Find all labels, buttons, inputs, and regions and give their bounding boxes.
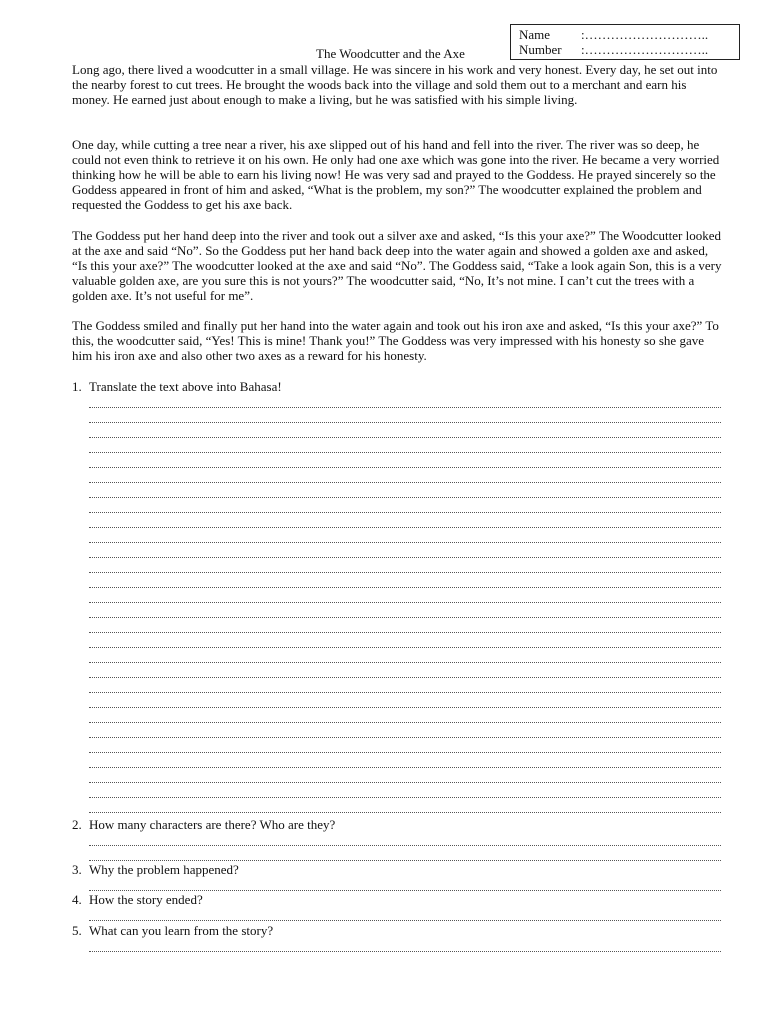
question-5 bbox=[72, 923, 732, 938]
answer-line[interactable] bbox=[89, 708, 721, 723]
number-row bbox=[519, 42, 731, 57]
answer-line[interactable] bbox=[89, 438, 721, 453]
question-text: What can you learn from the story? bbox=[89, 923, 274, 938]
answer-line[interactable] bbox=[89, 753, 721, 768]
answer-line[interactable] bbox=[89, 648, 721, 663]
question-text: Why the problem happened? bbox=[89, 862, 239, 877]
question-text: How many characters are there? Who are they? bbox=[89, 817, 336, 832]
answer-lines-2[interactable] bbox=[89, 831, 721, 861]
question-4 bbox=[72, 892, 732, 907]
answer-line[interactable] bbox=[89, 783, 721, 798]
question-number: 3. bbox=[72, 862, 82, 877]
answer-line[interactable] bbox=[89, 846, 721, 861]
answer-line[interactable] bbox=[89, 693, 721, 708]
answer-line[interactable] bbox=[89, 393, 721, 408]
answer-line[interactable] bbox=[89, 937, 721, 952]
answer-lines-4[interactable] bbox=[89, 906, 721, 921]
question-text: Translate the text above into Bahasa! bbox=[89, 379, 282, 394]
answer-line[interactable] bbox=[89, 543, 721, 558]
answer-line[interactable] bbox=[89, 468, 721, 483]
question-1 bbox=[72, 379, 732, 394]
answer-line[interactable] bbox=[89, 603, 721, 618]
number-label: Number bbox=[519, 42, 562, 57]
answer-line[interactable] bbox=[89, 513, 721, 528]
answer-line[interactable] bbox=[89, 906, 721, 921]
question-text: How the story ended? bbox=[89, 892, 203, 907]
question-number: 4. bbox=[72, 892, 82, 907]
question-number: 1. bbox=[72, 379, 82, 394]
question-number: 2. bbox=[72, 817, 82, 832]
answer-line[interactable] bbox=[89, 453, 721, 468]
answer-line[interactable] bbox=[89, 723, 721, 738]
story-paragraph-1: Long ago, there lived a woodcutter in a small village. He was sincere in his work and very honest. Every day, he set out into the nearby forest to cut trees. He brought the woods back into the village and sold them out to a merchant and earn his money. He earned just about enough to make a living, but he was satisfied with his simple living. bbox=[72, 62, 718, 107]
story-paragraph-4: The Goddess smiled and finally put her hand into the water again and took out his iron axe and asked, “Is this your axe?” To this, the woodcutter said, “Yes! This is mine! Thank you!” The Goddess was very impressed with his honesty so she gave him his iron axe and also other two axes as a reward for his honesty. bbox=[72, 318, 719, 363]
answer-line[interactable] bbox=[89, 798, 721, 813]
name-label: Name bbox=[519, 27, 551, 42]
number-field[interactable]: :……………………….. bbox=[581, 42, 709, 57]
answer-line[interactable] bbox=[89, 483, 721, 498]
answer-line[interactable] bbox=[89, 876, 721, 891]
answer-line[interactable] bbox=[89, 573, 721, 588]
question-number: 5. bbox=[72, 923, 82, 938]
answer-line[interactable] bbox=[89, 678, 721, 693]
answer-line[interactable] bbox=[89, 663, 721, 678]
question-3 bbox=[72, 862, 732, 877]
name-row bbox=[519, 27, 731, 42]
answer-line[interactable] bbox=[89, 618, 721, 633]
name-field[interactable]: :……………………….. bbox=[581, 27, 709, 42]
answer-line[interactable] bbox=[89, 558, 721, 573]
answer-line[interactable] bbox=[89, 768, 721, 783]
story-title: The Woodcutter and the Axe bbox=[316, 46, 465, 61]
answer-line[interactable] bbox=[89, 528, 721, 543]
answer-line[interactable] bbox=[89, 423, 721, 438]
question-2 bbox=[72, 817, 732, 832]
answer-lines-3[interactable] bbox=[89, 876, 721, 891]
answer-line[interactable] bbox=[89, 498, 721, 513]
story-paragraph-2: One day, while cutting a tree near a river, his axe slipped out of his hand and fell into the river. The river was so deep, he could not even think to retrieve it on his own. He only had one axe which was gone into the river. He became a very worried thinking how he will be able to earn his living now! He was very sad and prayed to the Goddess. He prayed sincerely so the Goddess appeared in front of him and asked, “What is the problem, my son?” The woodcutter explained the problem and requested the Goddess to get his axe back. bbox=[72, 137, 720, 212]
answer-line[interactable] bbox=[89, 738, 721, 753]
answer-line[interactable] bbox=[89, 588, 721, 603]
answer-line[interactable] bbox=[89, 408, 721, 423]
answer-line[interactable] bbox=[89, 831, 721, 846]
answer-line[interactable] bbox=[89, 633, 721, 648]
answer-lines-1[interactable] bbox=[89, 393, 721, 813]
answer-lines-5[interactable] bbox=[89, 937, 721, 952]
story-paragraph-3: The Goddess put her hand deep into the river and took out a silver axe and asked, “Is this your axe?” The Woodcutter looked at the axe and said “No”. So the Goddess put her hand back deep into the water again and showed a golden axe and asked, “Is this your axe?” The woodcutter looked at the axe and said “No”. The Goddess said, “Take a look again Son, this is a very valuable golden axe, are you sure this is not yours?” The woodcutter said, “No, It’s not mine. I can’t cut the trees with a golden axe. It’s not useful for me”. bbox=[72, 228, 722, 303]
student-info-box bbox=[510, 24, 740, 60]
